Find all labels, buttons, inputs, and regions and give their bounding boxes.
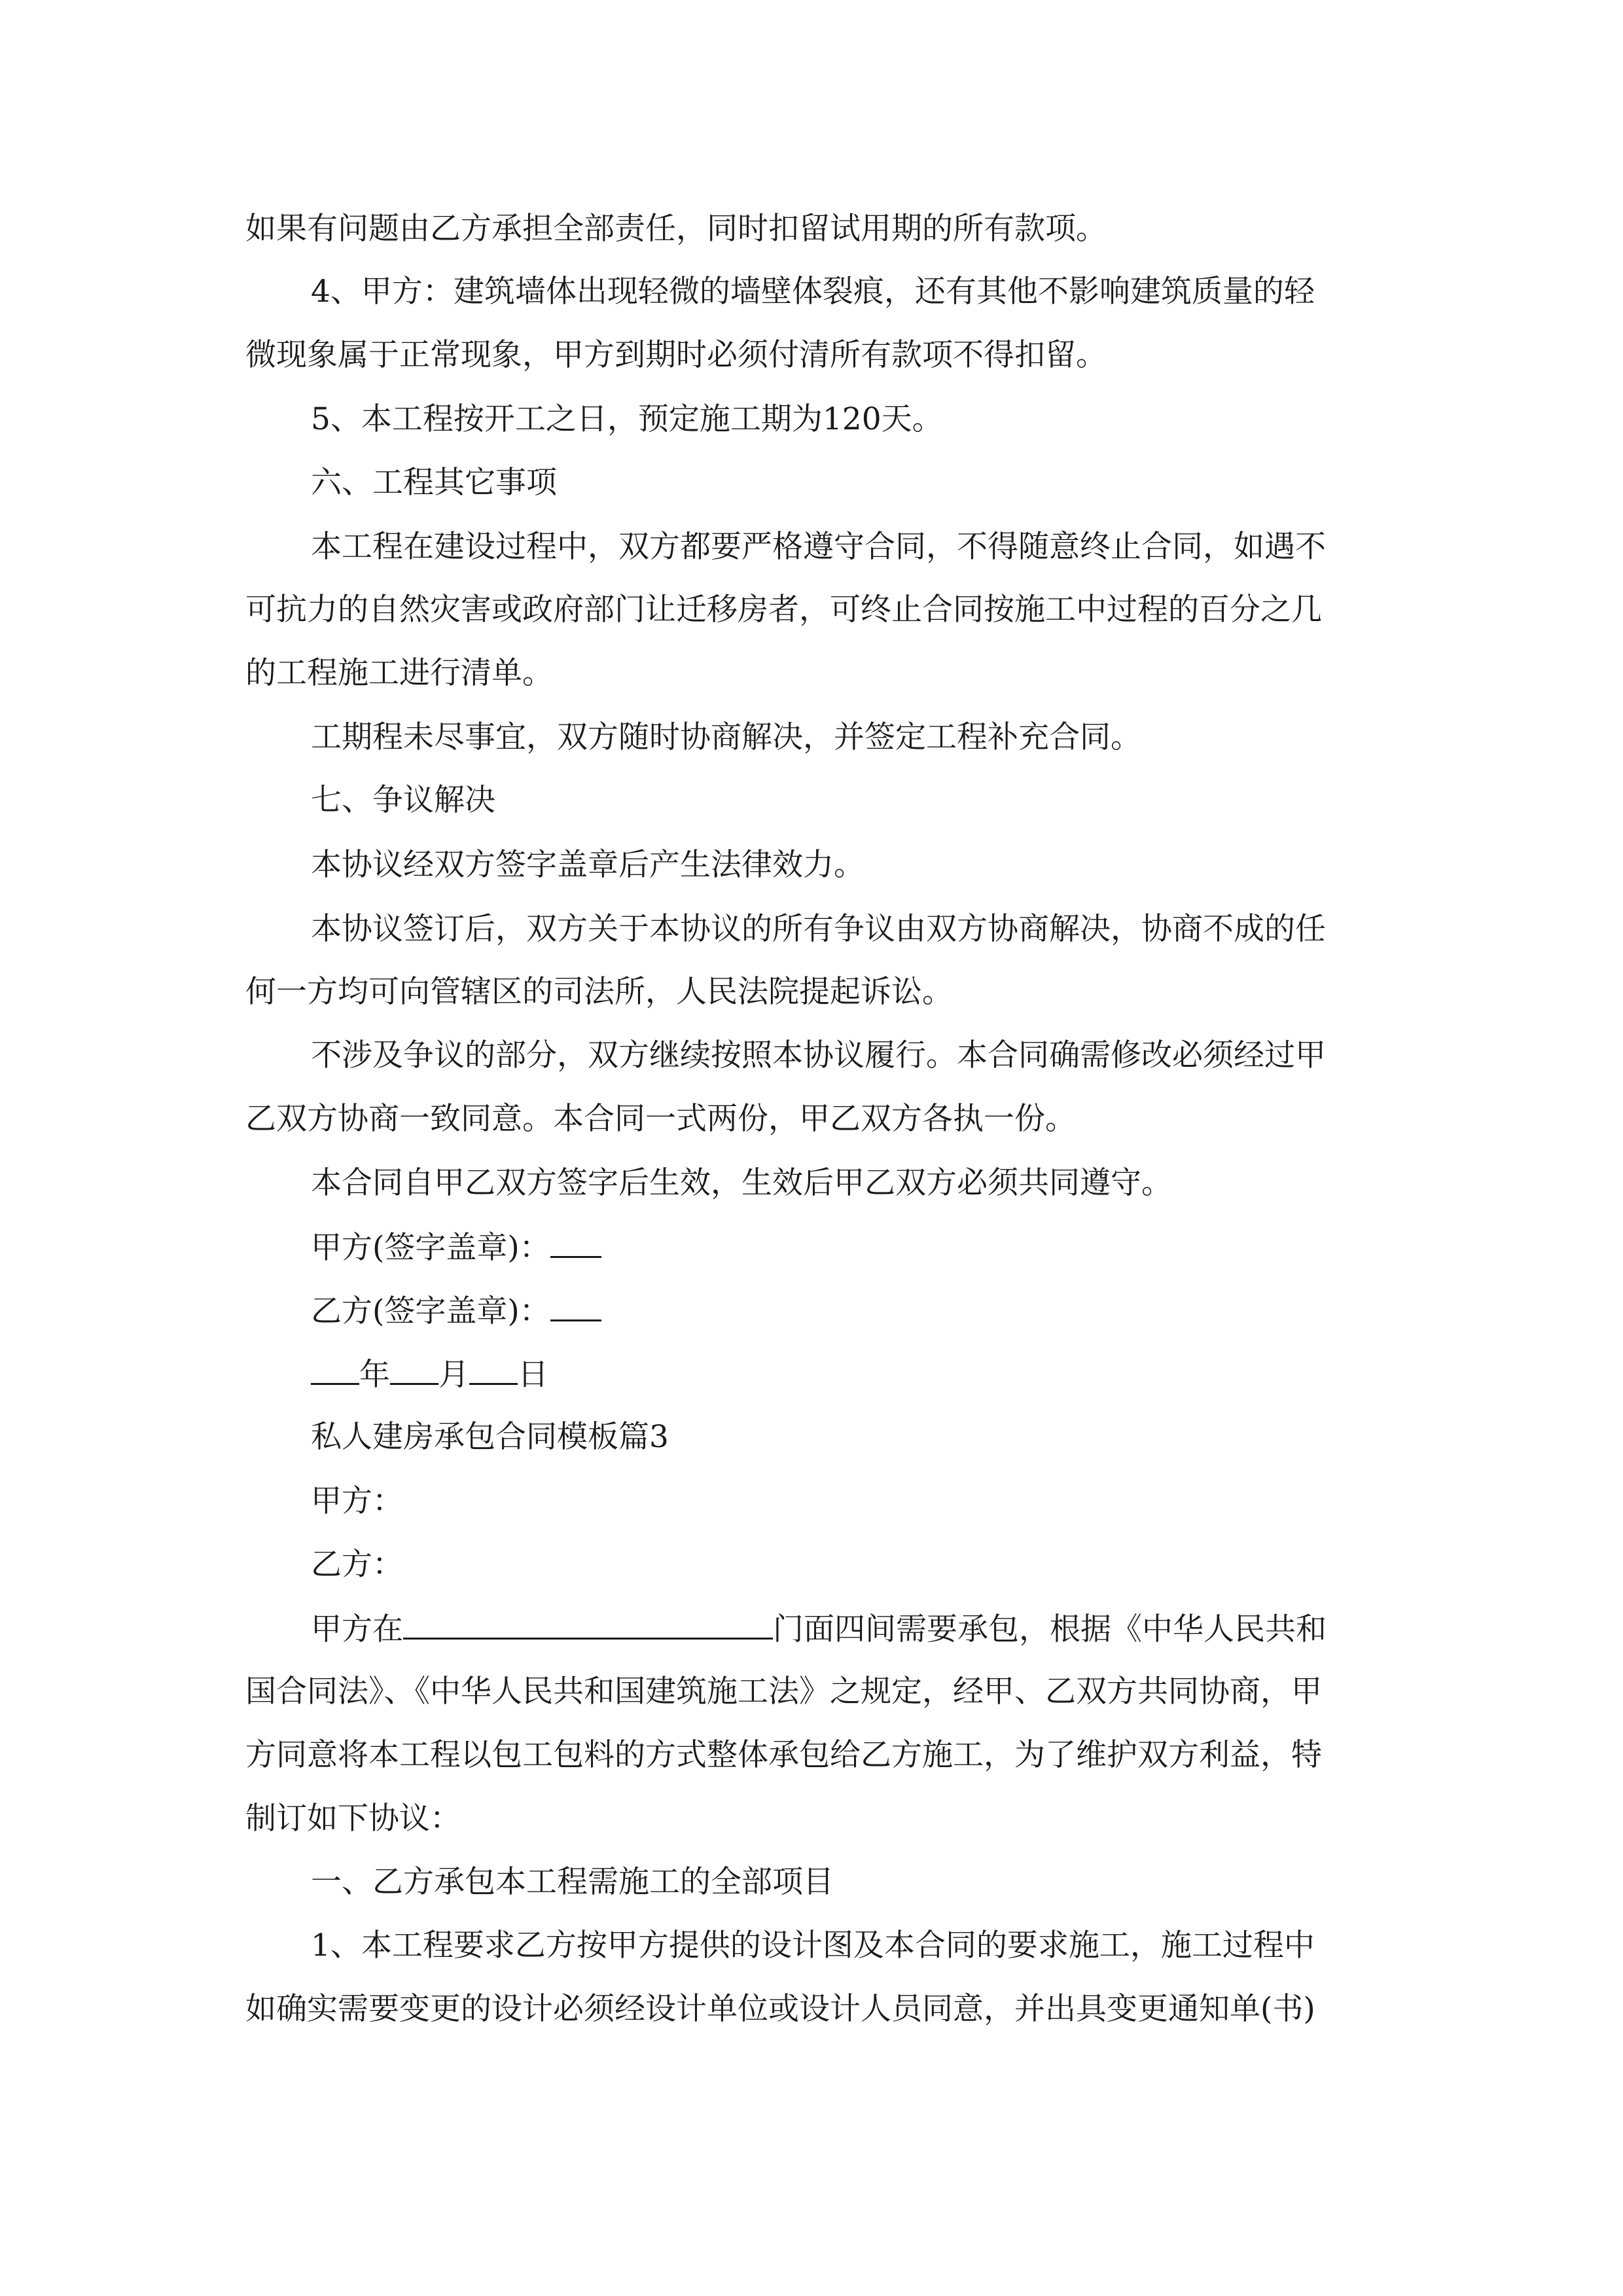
text-line: 可抗力的自然灾害或政府部门让迁移房者，可终止合同按施工中过程的百分之几 [245, 592, 1322, 628]
section-heading: 一、乙方承包本工程需施工的全部项目 [311, 1864, 834, 1900]
text-line: 本协议经双方签字盖章后产生法律效力。 [311, 847, 865, 883]
signature-label: 甲方(签字盖章)： [311, 1230, 550, 1266]
text-line: 不涉及争议的部分，双方继续按照本协议履行。本合同确需修改必须经过甲 [311, 1037, 1326, 1073]
text-segment: 门面四间需要承包，根据《中华人民共和 [773, 1611, 1327, 1647]
text-line: 如确实需要变更的设计必须经设计单位或设计人员同意，并出具变更通知单(书) [245, 1991, 1315, 2027]
text-line: 何一方均可向管辖区的司法所，人民法院提起诉讼。 [245, 974, 953, 1010]
party-b-line: 乙方： [311, 1547, 403, 1583]
address-blank [403, 1609, 773, 1640]
month-blank [390, 1354, 438, 1385]
month-label: 月 [438, 1357, 469, 1393]
signature-line-party-a [311, 1227, 601, 1268]
year-label: 年 [359, 1357, 390, 1393]
text-line: 工期程未尽事宜，双方随时协商解决，并签定工程补充合同。 [311, 719, 1141, 755]
signature-blank [550, 1227, 601, 1258]
text-line: 本合同自甲乙双方签字后生效，生效后甲乙双方必须共同遵守。 [311, 1165, 1172, 1201]
text-line: 5、本工程按开工之日，预定施工期为120天。 [311, 401, 943, 437]
party-a-line: 甲方： [311, 1483, 403, 1519]
year-blank [311, 1354, 359, 1385]
signature-line-party-b [311, 1291, 601, 1331]
text-line: 本协议签订后，双方关于本协议的所有争议由双方协商解决，协商不成的任 [311, 911, 1326, 947]
text-line: 微现象属于正常现象，甲方到期时必须付清所有款项不得扣留。 [245, 337, 1107, 373]
day-label: 日 [518, 1357, 548, 1393]
text-line: 乙双方协商一致同意。本合同一式两份，甲乙双方各执一份。 [245, 1101, 1076, 1137]
text-line [311, 1609, 1327, 1649]
section-heading: 七、争议解决 [311, 782, 495, 818]
date-line [311, 1354, 548, 1395]
text-line: 1、本工程要求乙方按甲方提供的设计图及本合同的要求施工，施工过程中 [311, 1928, 1315, 1964]
text-line: 制订如下协议： [245, 1801, 461, 1837]
text-line: 4、甲方：建筑墙体出现轻微的墙壁体裂痕，还有其他不影响建筑质量的轻 [311, 274, 1315, 310]
text-segment: 甲方在 [311, 1611, 403, 1647]
text-line: 方同意将本工程以包工包料的方式整体承包给乙方施工，为了维护双方利益，特 [245, 1737, 1322, 1773]
signature-label: 乙方(签字盖章)： [311, 1293, 550, 1329]
document-title: 私人建房承包合同模板篇3 [311, 1419, 669, 1455]
text-line: 国合同法》、《中华人民共和国建筑施工法》之规定，经甲、乙双方共同协商，甲 [245, 1674, 1322, 1710]
text-line: 的工程施工进行清单。 [245, 655, 553, 691]
section-heading: 六、工程其它事项 [311, 465, 557, 501]
day-blank [469, 1354, 518, 1385]
text-line: 如果有问题由乙方承担全部责任，同时扣留试用期的所有款项。 [245, 211, 1107, 247]
signature-blank [550, 1291, 601, 1321]
text-line: 本工程在建设过程中，双方都要严格遵守合同，不得随意终止合同，如遇不 [311, 529, 1326, 565]
